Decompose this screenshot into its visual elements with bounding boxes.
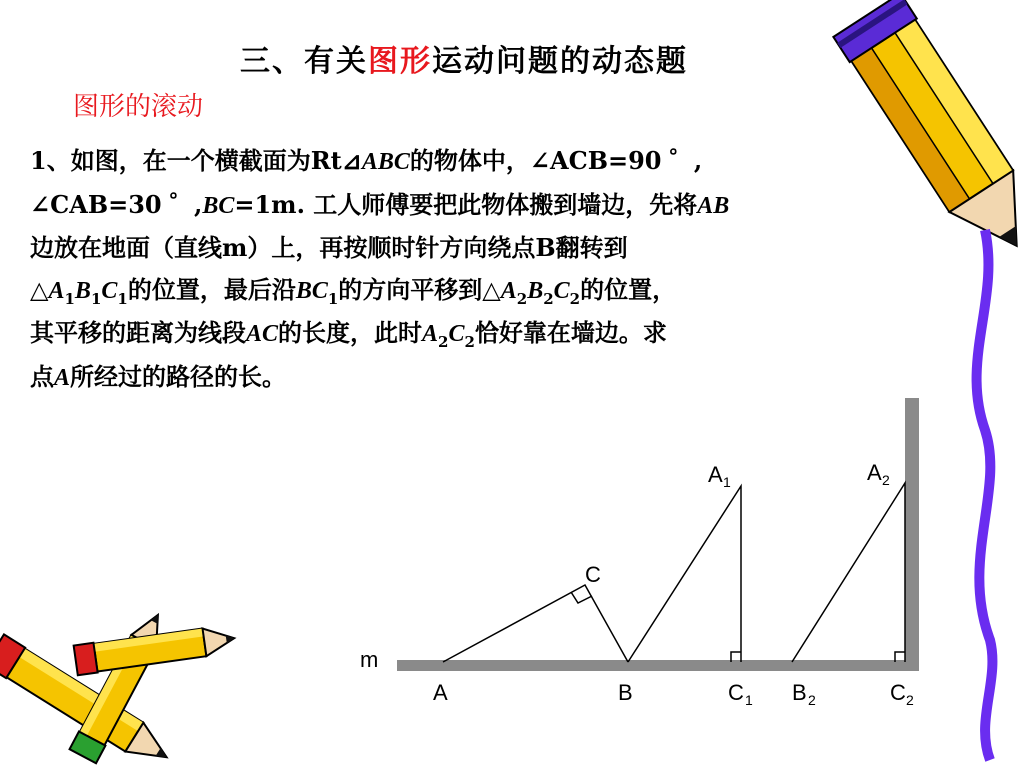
label-C2-sub: 2 — [906, 692, 914, 708]
label-C2: C — [890, 680, 906, 705]
label-C: C — [585, 562, 601, 587]
label-C1-sub: 1 — [745, 692, 753, 708]
problem-line-1: 1、如图，在一个横截面为Rt⊿ABC的物体中，∠ACB=90 ゜, — [30, 146, 703, 175]
problem-line-4: $\triangle A_1B_1C_1$的位置，最后沿$BC_1$的方向平移到$\triangle A_2B_2C_2$的位置， — [30, 274, 677, 308]
problem-line-2: ∠CAB=30 ゜,BC=1m. 工人师傅要把此物体搬到墙边，先将AB — [30, 189, 730, 219]
slide-subtitle: 图形的滚动 — [73, 92, 204, 122]
title-part2: 运动问题的动态题 — [432, 44, 688, 79]
problem-line-5: 其平移的距离为线段AC的长度，此时$A_2C_2$恰好靠在墙边。求 — [30, 318, 667, 351]
label-A2: A — [867, 460, 882, 485]
title-highlight: 图形 — [368, 44, 432, 79]
problem-line-3: 边放在地面（直线m）上，再按顺时针方向绕点B翻转到 — [30, 233, 628, 262]
label-A2-sub: 2 — [882, 472, 890, 488]
label-C1: C — [728, 680, 744, 705]
title-part1: 三、有关 — [240, 44, 368, 79]
problem-line-6: 点A所经过的路径的长。 — [30, 361, 287, 391]
label-A1-sub: 1 — [723, 474, 731, 490]
label-A1: A — [708, 462, 723, 487]
label-B2: B — [792, 680, 807, 705]
label-A: A — [433, 680, 448, 705]
label-B: B — [618, 680, 633, 705]
label-m: m — [360, 647, 379, 672]
label-B2-sub: 2 — [808, 692, 816, 708]
